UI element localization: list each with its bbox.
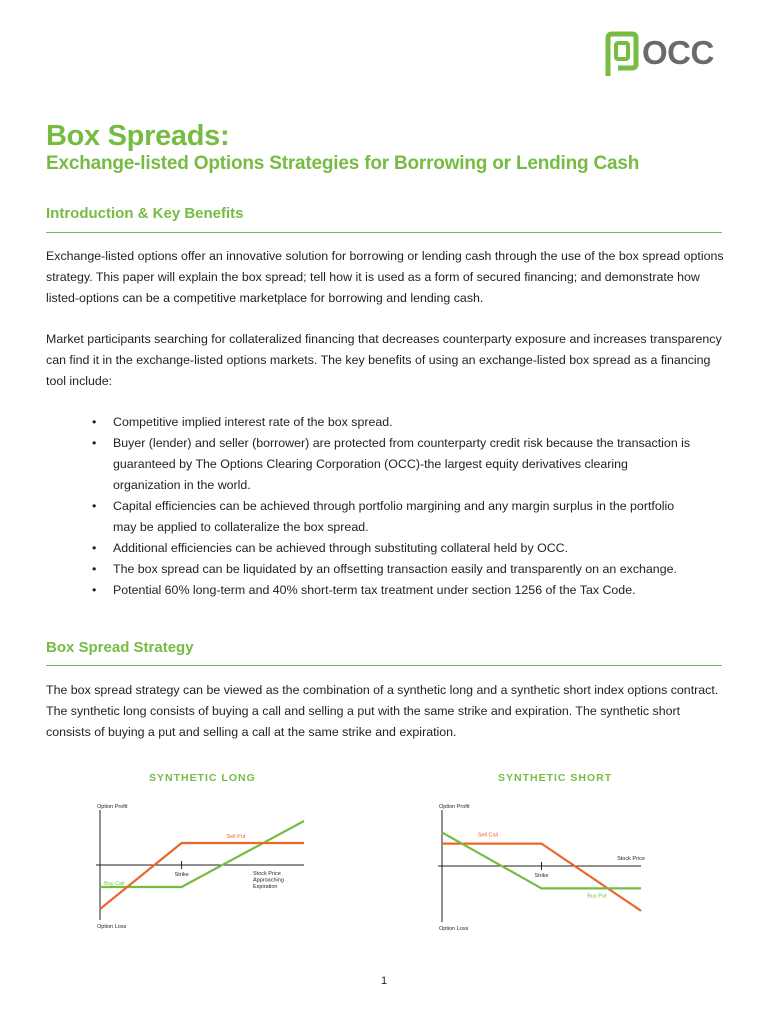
list-item-text: Competitive implied interest rate of the box spread. (113, 415, 393, 429)
list-item-text: The box spread can be liquidated by an offsetting transaction easily and transparently on an exchange. (113, 562, 677, 576)
series-line-buy-put (442, 832, 641, 888)
bullet-marker: • (92, 583, 97, 597)
y-axis-label-loss: Option Loss (439, 926, 469, 932)
y-axis-label-loss: Option Loss (97, 924, 127, 930)
series-label: Buy Put (587, 893, 607, 900)
section-heading-introduction: Introduction & Key Benefits (46, 205, 244, 222)
list-item (92, 412, 692, 433)
bullet-marker: • (92, 415, 97, 429)
list-item (92, 538, 692, 559)
x-axis-label (617, 856, 645, 862)
page-number: 1 (380, 975, 388, 987)
list-item (92, 433, 692, 496)
list-item-text: Potential 60% long-term and 40% short-term tax treatment under section 1256 of the Tax Code. (113, 583, 636, 597)
key-benefits-list (92, 412, 692, 601)
list-item-text: Buyer (lender) and seller (borrower) are protected from counterparty credit risk because the transaction is guaranteed by The Options Clearing Corporation (OCC)-the largest equity derivatives clearing organization in the world. (113, 436, 691, 492)
strike-label: Strike (534, 873, 549, 879)
page-subtitle: Exchange-listed Options Strategies for Borrowing or Lending Cash (46, 153, 640, 174)
x-axis-label-line: Expiration (253, 884, 278, 890)
intro-paragraph-2: Market participants searching for collateralized financing that decreases counterparty exposure and increases transparency can find it in the exchange-listed options markets. The key benefits of using an exchange-listed box spread as a financing tool include: (46, 332, 722, 388)
bullet-marker: • (92, 499, 97, 513)
section-divider (46, 665, 722, 666)
intro-paragraph-1: Exchange-listed options offer an innovative solution for borrowing or lending cash through the use of the box spread options strategy. This paper will explain the box spread; tell how it is used as a form of secured financing; and demonstrate how listed-options can be a competitive marketplace for borrowing and lending cash. (46, 249, 724, 305)
x-axis-label-line: Stock Price (253, 871, 281, 877)
series-label: Sell Call (477, 832, 499, 839)
x-axis-label (253, 871, 284, 890)
chart-title-synthetic-long: SYNTHETIC LONG (149, 772, 256, 784)
chart-title-synthetic-short: SYNTHETIC SHORT (498, 772, 613, 784)
strategy-paragraph: The box spread strategy can be viewed as the combination of a synthetic long and a synthetic short index options contract. The synthetic long consists of buying a call and selling a put with the same strike and expiration. The synthetic short consists of buying a put and selling a call at the same strike and expiration. (46, 683, 719, 739)
list-item-text: Capital efficiencies can be achieved through portfolio margining and any margin surplus in the portfolio may be applied to collateralize the box spread. (113, 499, 675, 534)
list-item (92, 580, 692, 601)
series-label: Buy Call (104, 881, 125, 887)
list-item (92, 496, 692, 538)
synthetic-long-chart (84, 798, 344, 938)
bullet-marker: • (92, 541, 97, 555)
strike-label: Strike (174, 872, 189, 878)
series-label: Sell Put (226, 834, 246, 840)
list-item (92, 559, 692, 580)
occ-logo-text: OCC (642, 34, 714, 71)
bullet-marker: • (92, 436, 97, 450)
y-axis-label-profit: Option Profit (439, 804, 470, 810)
occ-logo-mark-icon (604, 30, 640, 78)
synthetic-short-chart (426, 798, 686, 938)
section-divider (46, 232, 722, 233)
bullet-marker: • (92, 562, 97, 576)
list-item-text: Additional efficiencies can be achieved through substituting collateral held by OCC. (113, 541, 569, 555)
occ-logo (604, 30, 716, 78)
y-axis-label-profit: Option Profit (97, 804, 128, 810)
x-axis-label-line: Stock Price (617, 856, 645, 862)
section-heading-strategy: Box Spread Strategy (46, 639, 194, 656)
x-axis-label-line: Approaching (253, 877, 284, 884)
page-title: Box Spreads: (46, 120, 230, 152)
